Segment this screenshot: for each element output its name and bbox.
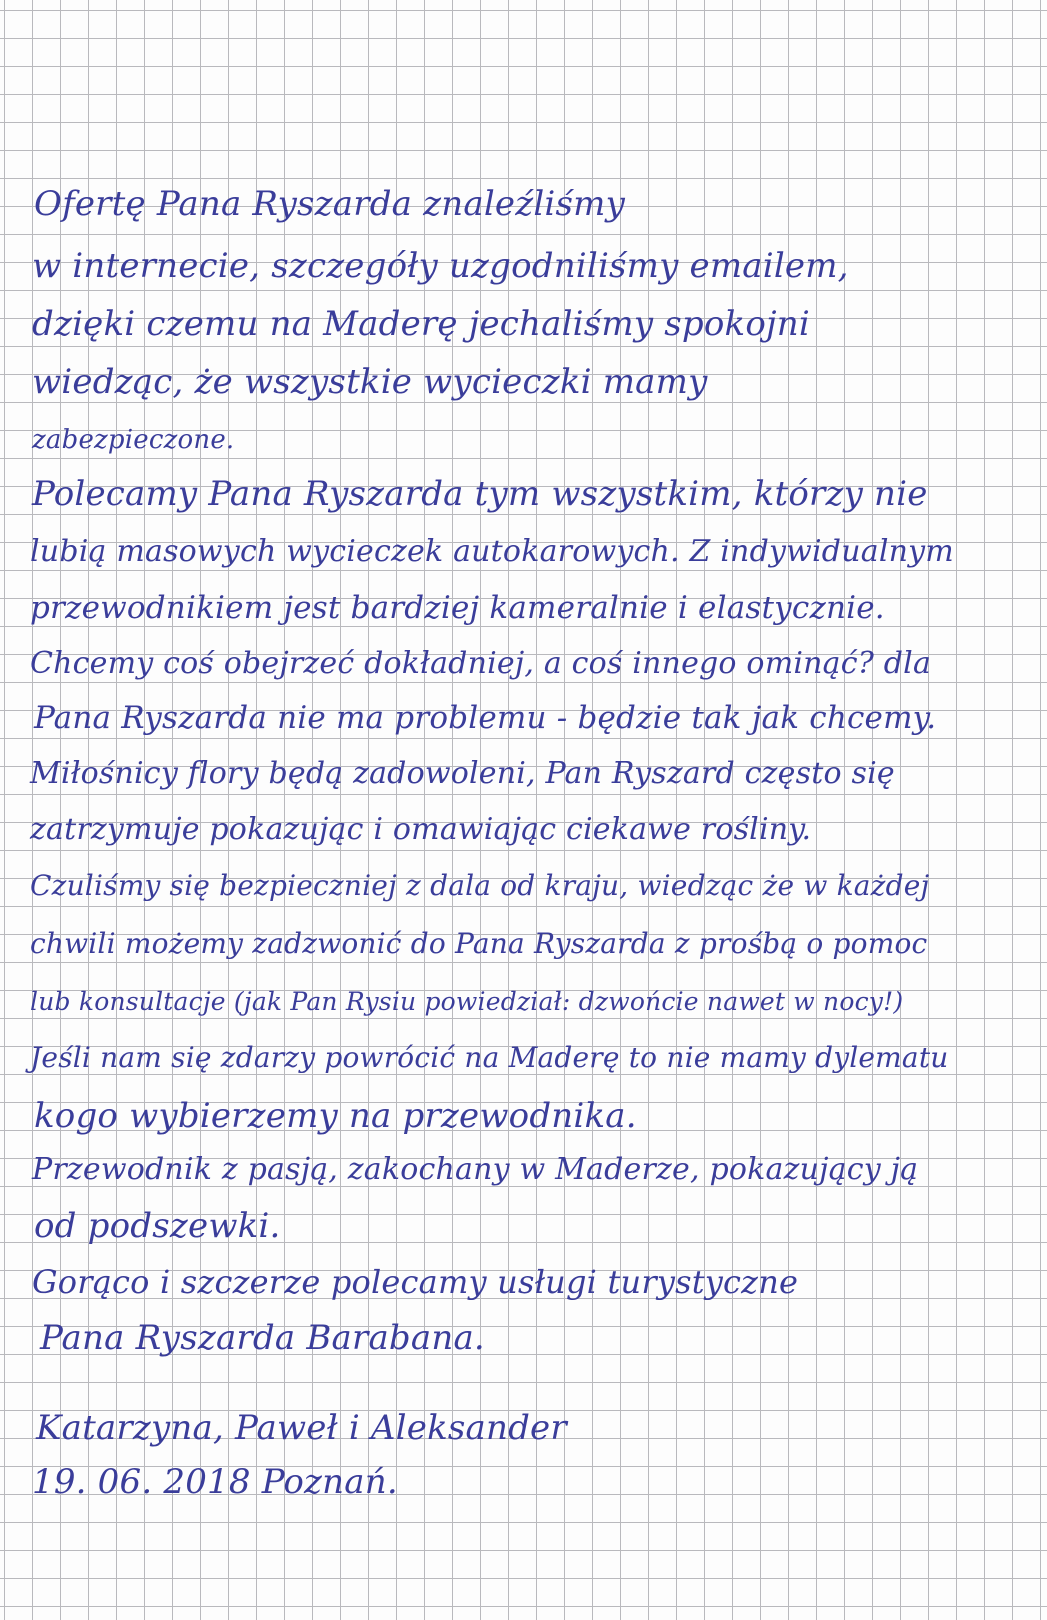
letter-line: kogo wybierzemy na przewodnika. — [34, 1096, 637, 1136]
letter-line: Chcemy coś obejrzeć dokładniej, a coś innego ominąć? dla — [30, 646, 932, 681]
letter-line: lubią masowych wycieczek autokarowych. Z indywidualnym — [30, 534, 954, 569]
signature-names: Katarzyna, Paweł i Aleksander — [36, 1408, 567, 1448]
letter-line: od podszewki. — [34, 1206, 281, 1246]
letter-line: wiedząc, że wszystkie wycieczki mamy — [32, 362, 708, 402]
letter-line: zatrzymuje pokazując i omawiając ciekawe rośliny. — [30, 812, 812, 847]
letter-line: Pana Ryszarda Barabana. — [40, 1318, 485, 1358]
letter-line: Przewodnik z pasją, zakochany w Maderze, pokazujący ją — [32, 1152, 919, 1187]
letter-line: dzięki czemu na Maderę jechaliśmy spokojni — [32, 304, 810, 344]
letter-line: Polecamy Pana Ryszarda tym wszystkim, którzy nie — [32, 474, 928, 514]
letter-line: przewodnikiem jest bardziej kameralnie i elastycznie. — [30, 590, 885, 626]
letter-line: Ofertę Pana Ryszarda znaleźliśmy — [34, 184, 625, 224]
letter-line: Pana Ryszarda nie ma problemu - będzie tak jak chcemy. — [34, 700, 937, 736]
letter-line: chwili możemy zadzwonić do Pana Ryszarda z prośbą o pomoc — [30, 927, 928, 960]
letter-line: Czuliśmy się bezpieczniej z dala od kraju, wiedząc że w każdej — [30, 869, 930, 902]
letter-line: Gorąco i szczerze polecamy usługi turystyczne — [32, 1263, 799, 1301]
signature-date-place: 19. 06. 2018 Poznań. — [32, 1462, 398, 1502]
letter-line: Miłośnicy flory będą zadowoleni, Pan Ryszard często się — [30, 756, 895, 791]
letter-line: zabezpieczone. — [32, 425, 235, 455]
letter-line: lub konsultacje (jak Pan Rysiu powiedział: dzwońcie nawet w nocy!) — [30, 987, 904, 1016]
letter-line: Jeśli nam się zdarzy powrócić na Maderę to nie mamy dylematu — [30, 1041, 949, 1074]
letter-line: w internecie, szczegóły uzgodniliśmy emailem, — [32, 246, 849, 286]
